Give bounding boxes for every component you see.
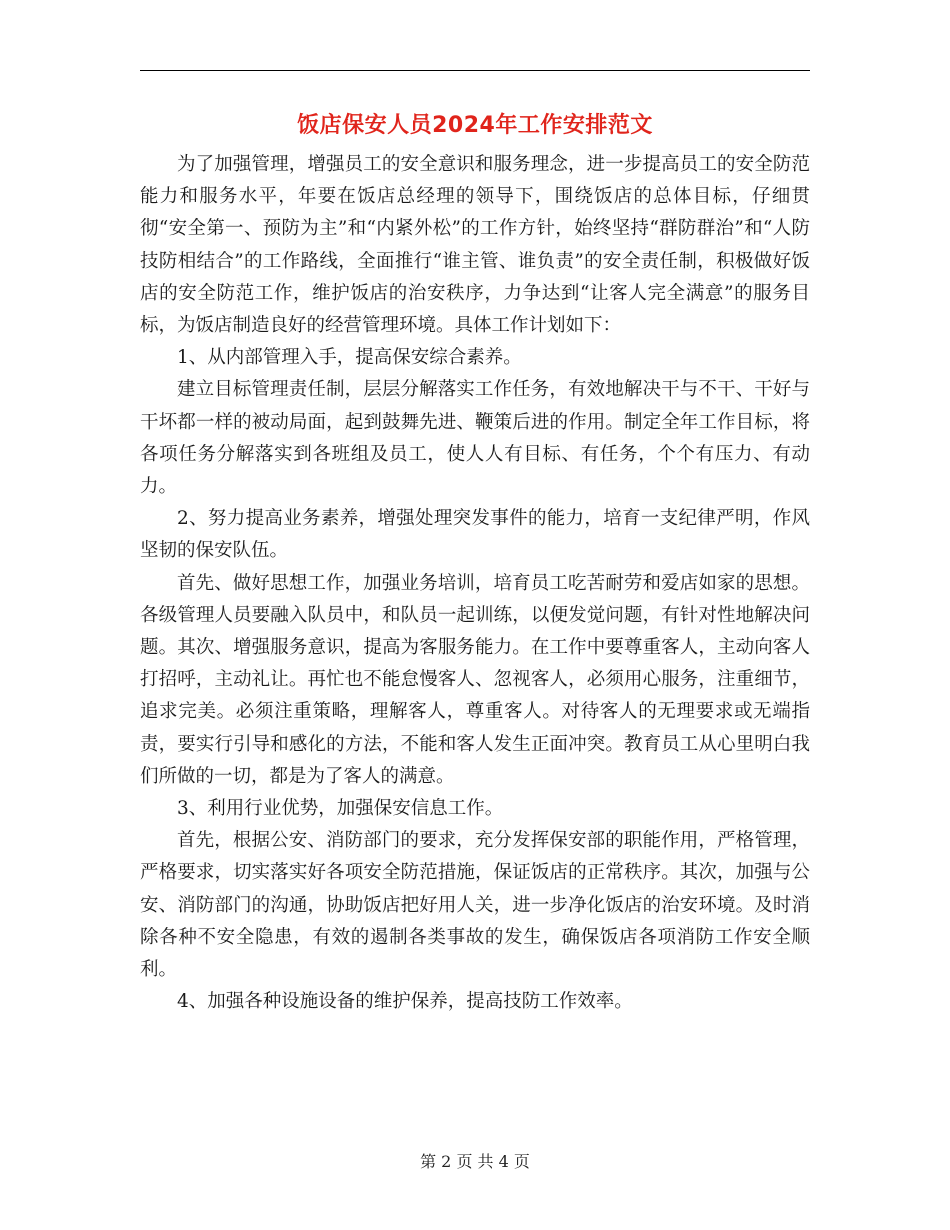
section-heading-2: 2、努力提高业务素养，增强处理突发事件的能力，培育一支纪律严明，作风坚韧的保安队伍。 [140, 508, 810, 562]
section-heading-3: 3、利用行业优势，加强保安信息工作。 [177, 798, 504, 820]
document-title: 饭店保安人员2024年工作安排范文 [297, 113, 653, 138]
section-heading-1: 1、从内部管理入手，提高保安综合素养。 [177, 347, 522, 369]
paragraph-section-3: 首先，根据公安、消防部门的要求，充分发挥保安部的职能作用，严格管理，严格要求，切实落实好各项安全防范措施，保证饭店的正常秩序。其次，加强与公安、消防部门的沟通，协助饭店把好用人关，进一步净化饭店的治安环境。及时消除各种不安全隐患，有效的遏制各类事故的发生，确保饭店各项消防工作安全顺利。 [140, 830, 810, 981]
paragraph-section-1: 建立目标管理责任制，层层分解落实工作任务，有效地解决干与不干、干好与干坏都一样的被动局面，起到鼓舞先进、鞭策后进的作用。制定全年工作目标，将各项任务分解落实到各班组及员工，使人人有目标、有任务，个个有压力、有动力。 [140, 379, 810, 498]
paragraph-section-2: 首先、做好思想工作，加强业务培训，培育员工吃苦耐劳和爱店如家的思想。各级管理人员要融入队员中，和队员一起训练，以便发觉问题，有针对性地解决问题。其次、增强服务意识，提高为客服务能力。在工作中要尊重客人，主动向客人打招呼，主动礼让。再忙也不能怠慢客人、忽视客人，必须用心服务，注重细节，追求完美。必须注重策略，理解客人，尊重客人。对待客人的无理要求或无端指责，要实行引导和感化的方法，不能和客人发生正面冲突。教育员工从心里明白我们所做的一切，都是为了客人的满意。 [140, 572, 810, 787]
paragraph-intro: 为了加强管理，增强员工的安全意识和服务理念，进一步提高员工的安全防范能力和服务水平，年要在饭店总经理的领导下，围绕饭店的总体目标，仔细贯彻“安全第一、预防为主”和“内紧外松”的工作方针，始终坚持“群防群治”和“人防技防相结合”的工作路线，全面推行“谁主管、谁负责”的安全责任制，积极做好饭店的安全防范工作，维护饭店的治安秩序，力争达到“让客人完全满意”的服务目标，为饭店制造良好的经营管理环境。具体工作计划如下： [140, 154, 810, 337]
section-heading-4: 4、加强各种设施设备的维护保养，提高技防工作效率。 [177, 991, 633, 1013]
page-footer: 第 2 页 共 4 页 [420, 1152, 530, 1171]
header-rule [140, 70, 810, 71]
document-body [140, 149, 810, 1018]
